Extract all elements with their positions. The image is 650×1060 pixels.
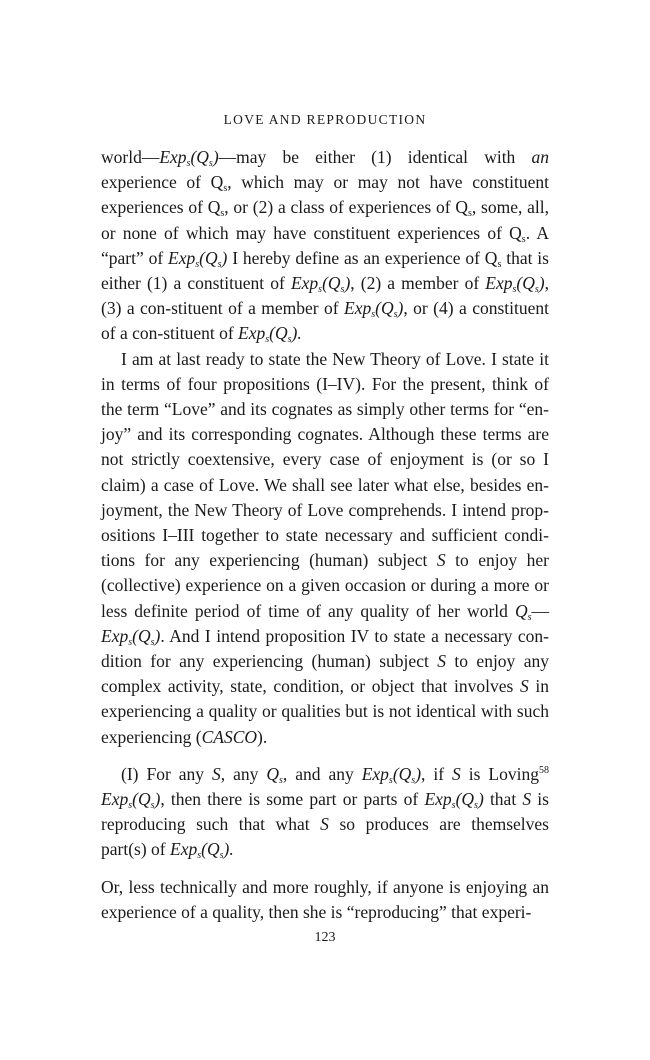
page-number: 123 bbox=[314, 930, 336, 945]
running-head: LOVE AND REPRODUCTION bbox=[223, 112, 427, 127]
footnote-marker: 58 bbox=[538, 764, 549, 776]
paragraph-2: I am at last ready to state the New Theory of Love. I state it in terms of four propositions (I–IV). For the present, think of the term “Love” and its cognates as simply other terms for “en-joy” and its corresponding cognates. Although these terms are not strictly coextensive, every case of enjoyment is (or so I claim) a case of Love. We shall see later what else, besides en-joyment, the New Theory of Love comprehends. I intend prop-ositions I–III together to state necessary and sufficient condi-tions for any experiencing (human) subject S to enjoy her (collective) experience on a given occasion or during a more or less definite period of time of any quality of her world $Q_s—Exp_s(Q_s)$. And I intend proposition IV to state a necessary con-dition for any experiencing (human) subject S to enjoy any complex activity, state, condition, or object that involves S in experiencing a quality or qualities but is not identical with such experiencing (CASCO). bbox=[101, 348, 549, 747]
paragraph-3: Or, less technically and more roughly, if anyone is enjoying an experience of a quality, then she is “reproducing” that experi- bbox=[101, 876, 549, 922]
paragraph-1: $world—Exp_s(Q_s)—may$ be either (1) identical with an experience of $Q_s$, which may or may not have constituent experiences of $Q_s$, or (2) a class of experiences of $Q_s$, some, all, or none of which may have constituent experiences of $Q_s$. A “part” of $Exp_s(Q_s)$ I hereby define as an experience of $Q_s$ that is either (1) a constituent of $Exp_s(Q_s)$, (2) a member of $Exp_s(Q_s)$, (3) a con-stituent of a member of $Exp_s(Q_s)$, or (4) a constituent of a con-stituent of $Exp_s(Q_s)$. bbox=[101, 147, 549, 346]
proposition-1: (I) For any S, any $Q_s$, and any $Exp_s(Q_s)$, if S is Loving$^{58}$ $Exp_s(Q_s)$, then there is some part or parts of $Exp_s(Q_s)$ that S is reproducing such that what S so produces are themselves part(s) of $Exp_s(Q_s)$. bbox=[101, 763, 549, 862]
body-text bbox=[101, 145, 549, 925]
